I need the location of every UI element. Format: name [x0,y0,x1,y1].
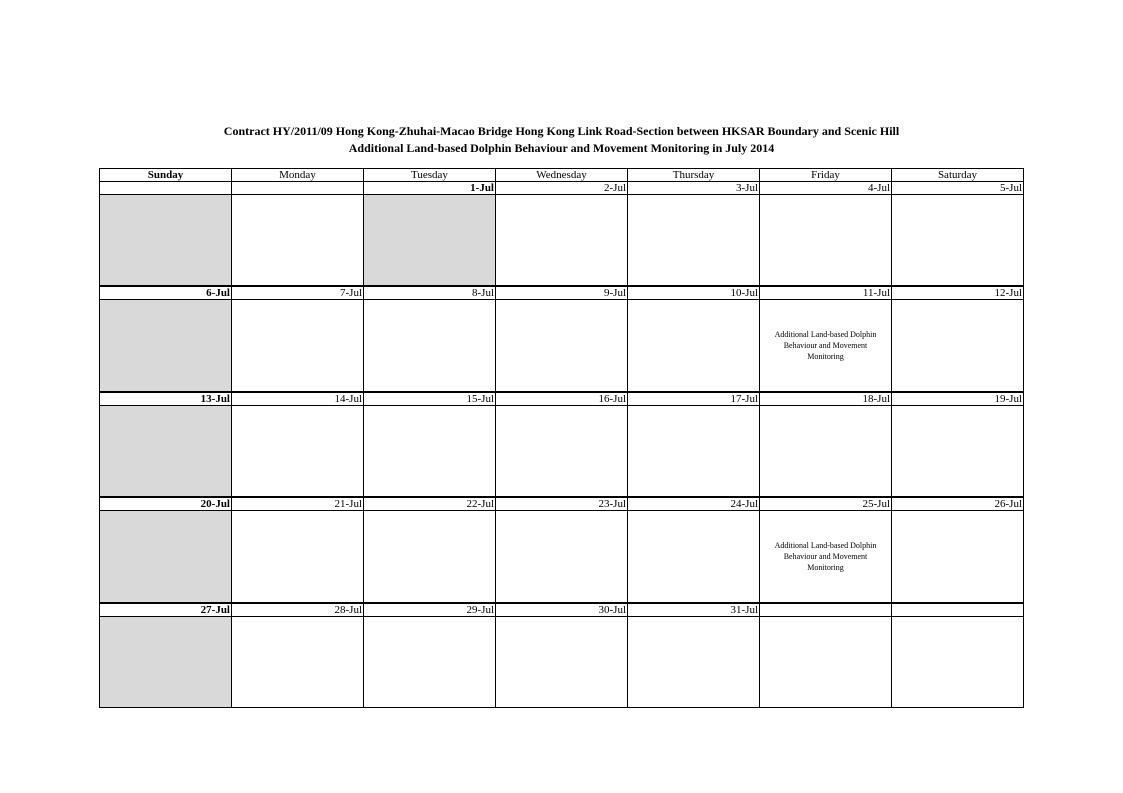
day-body-cell [100,405,232,497]
date-cell: 31-Jul [628,603,760,617]
day-body-cell-event [760,300,892,392]
day-body-cell [760,616,892,707]
date-cell: 11-Jul [760,286,892,300]
day-body-cell [232,195,364,287]
date-cell: 2-Jul [496,182,628,195]
day-body-cell [364,195,496,287]
week-3-date-row [100,392,1024,406]
day-body-cell [232,511,364,603]
day-body-cell [100,300,232,392]
day-body-cell [892,511,1024,603]
date-cell [100,182,232,195]
date-cell [760,603,892,617]
date-cell: 23-Jul [496,497,628,511]
date-cell: 27-Jul [100,603,232,617]
document-title: Contract HY/2011/09 Hong Kong-Zhuhai-Macao Bridge Hong Kong Link Road-Section between HKSAR Boundary and Scenic Hill [223,124,900,138]
date-cell: 26-Jul [892,497,1024,511]
date-cell: 12-Jul [892,286,1024,300]
date-cell: 29-Jul [364,603,496,617]
week-4-body-row [100,511,1024,603]
week-2-body-row [100,300,1024,392]
weekday-header-tuesday: Tuesday [364,169,496,182]
date-cell: 28-Jul [232,603,364,617]
date-cell [232,182,364,195]
date-cell: 17-Jul [628,392,760,406]
week-1-date-row [100,182,1024,195]
day-body-cell [628,511,760,603]
weekday-header-thursday: Thursday [628,169,760,182]
date-cell: 1-Jul [364,182,496,195]
week-5-date-row [100,603,1024,617]
weekday-header-row [100,169,1024,182]
date-cell: 9-Jul [496,286,628,300]
day-body-cell [496,511,628,603]
day-body-cell [628,616,760,707]
day-body-cell [628,300,760,392]
day-body-cell [628,195,760,287]
date-cell: 24-Jul [628,497,760,511]
day-body-cell [496,405,628,497]
day-body-cell [364,616,496,707]
day-body-cell [100,195,232,287]
monthly-calendar [99,168,1024,708]
date-cell: 8-Jul [364,286,496,300]
document-subtitle: Additional Land-based Dolphin Behaviour and Movement Monitoring in July 2014 [348,141,775,155]
date-cell: 21-Jul [232,497,364,511]
weekday-header-sunday: Sunday [100,169,232,182]
date-cell: 19-Jul [892,392,1024,406]
date-cell: 20-Jul [100,497,232,511]
date-cell: 15-Jul [364,392,496,406]
date-cell: 6-Jul [100,286,232,300]
week-5-body-row [100,616,1024,707]
day-body-cell-event [760,511,892,603]
date-cell: 4-Jul [760,182,892,195]
day-body-cell [628,405,760,497]
monitoring-event-label: Additional Land-based Dolphin Behaviour and Movement Monitoring [774,540,877,572]
day-body-cell [892,195,1024,287]
day-body-cell [892,405,1024,497]
day-body-cell [892,300,1024,392]
day-body-cell [232,616,364,707]
date-cell: 3-Jul [628,182,760,195]
day-body-cell [892,616,1024,707]
day-body-cell [496,300,628,392]
day-body-cell [496,195,628,287]
date-cell: 10-Jul [628,286,760,300]
date-cell: 18-Jul [760,392,892,406]
weekday-header-monday: Monday [232,169,364,182]
day-body-cell [232,300,364,392]
date-cell: 22-Jul [364,497,496,511]
week-1-body-row [100,195,1024,287]
day-body-cell [364,405,496,497]
date-cell: 25-Jul [760,497,892,511]
weekday-header-friday: Friday [760,169,892,182]
week-4-date-row [100,497,1024,511]
date-cell: 16-Jul [496,392,628,406]
monitoring-event-label: Additional Land-based Dolphin Behaviour and Movement Monitoring [774,330,877,362]
week-3-body-row [100,405,1024,497]
day-body-cell [760,195,892,287]
day-body-cell [100,511,232,603]
day-body-cell [496,616,628,707]
day-body-cell [760,405,892,497]
date-cell: 14-Jul [232,392,364,406]
date-cell [892,603,1024,617]
weekday-header-saturday: Saturday [892,169,1024,182]
date-cell: 7-Jul [232,286,364,300]
weekday-header-wednesday: Wednesday [496,169,628,182]
date-cell: 5-Jul [892,182,1024,195]
day-body-cell [364,300,496,392]
week-2-date-row [100,286,1024,300]
day-body-cell [100,616,232,707]
date-cell: 30-Jul [496,603,628,617]
day-body-cell [364,511,496,603]
date-cell: 13-Jul [100,392,232,406]
day-body-cell [232,405,364,497]
